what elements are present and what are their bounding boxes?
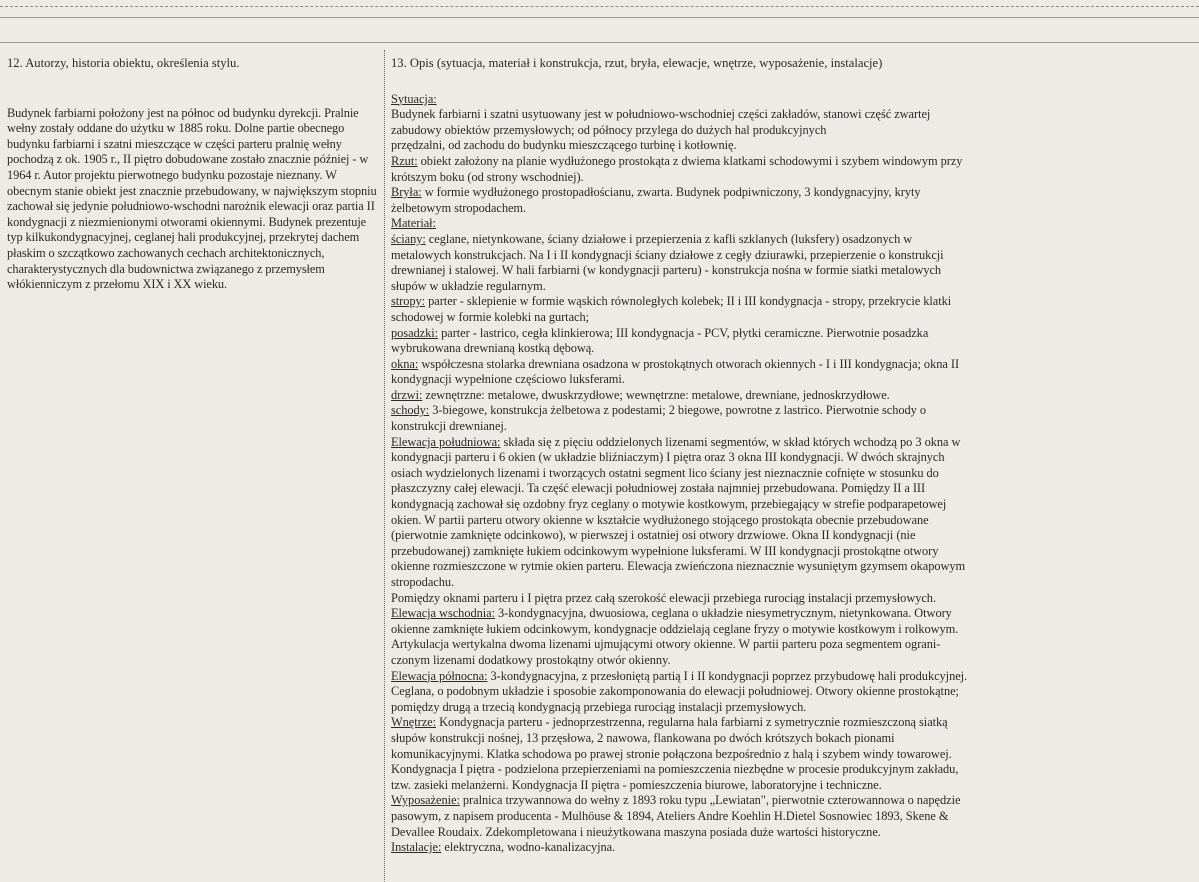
- text-line: [391, 497, 1191, 513]
- field-label: schody:: [391, 403, 430, 418]
- line-text: Devallee Roudaix. Zdekompletowana i nieużytkowana maszyna posiada duże wartości historyczne.: [391, 824, 881, 839]
- text-line: [391, 341, 1191, 357]
- text-line: [391, 653, 1191, 669]
- text-line: [391, 419, 1191, 435]
- text-line: [391, 450, 1191, 466]
- line-text: Kondygnacja parteru - jednoprzestrzenna, regularna hala farbiarni z symetrycznie rozmieszczoną siatką: [436, 715, 948, 730]
- line-text: wybrukowana drewnianą kostką dębową.: [391, 341, 595, 356]
- line-text: zabudowy obiektów przemysłowych; od północy przylega do dużych hal produkcyjnych: [391, 122, 827, 137]
- line-text: Kondygnacja I piętra - podzielona przepierzeniami na pomieszczenia niezbędne w procesie produkcyjnym zakładu,: [391, 762, 959, 777]
- line-text: w formie wydłużonego prostopadłościanu, zwarta. Budynek podpiwniczony, 3 kondygnacyjny, kryty: [421, 185, 921, 200]
- text-line: [391, 606, 1191, 622]
- field-label: ściany:: [391, 231, 426, 246]
- line-text: składa się z pięciu oddzielonych lizenami segmentów, w skład których wchodzą po 3 okna w: [500, 434, 961, 449]
- line-text: obiekt założony na planie wydłużonego prostokąta z dwiema klatkami schodowymi i szybem windowym przy: [417, 153, 963, 168]
- field-label: stropy:: [391, 294, 426, 309]
- left-column: [7, 56, 377, 293]
- text-line: [391, 294, 1191, 310]
- text-line: [391, 372, 1191, 388]
- text-line: [391, 715, 1191, 731]
- line-text: przebudowanej) zamknięte łukiem odcinkowym wypełnione luksferami. W III kondygnacji prostokątne otwory: [391, 543, 939, 558]
- line-text: żelbetowym stropodachem.: [391, 200, 527, 215]
- text-line: [391, 466, 1191, 482]
- field-label: Sytuacja:: [391, 91, 437, 106]
- line-text: pomiędzy drugą a trzecią kondygnacją przebiega rurociąg instalacji przemysłowych.: [391, 699, 807, 714]
- text-line: [391, 622, 1191, 638]
- line-text: kondygnacji parteru i 6 okien (w układzie bliźniaczym) I piętra oraz 3 okna III kondygnacji. W dwóch skrajnych: [391, 450, 945, 465]
- text-line: [391, 279, 1191, 295]
- line-text: elektryczna, wodno-kanalizacyjna.: [441, 840, 616, 855]
- line-text: drewnianej i stalowej. W hali farbiarni (w kondygnacji parteru) - konstrukcja nośna w formie siatki metalowych: [391, 263, 942, 278]
- text-line: [391, 559, 1191, 575]
- field-label: Rzut:: [391, 153, 418, 168]
- line-text: kondygnacji wypełnione częściowo luksferami.: [391, 372, 625, 387]
- line-text: tzw. zasieki melanżerni. Kondygnacja II piętra - pomieszczenia biurowe, laboratoryjne i techniczne.: [391, 777, 882, 792]
- text-line: [391, 528, 1191, 544]
- line-text: kondygnacją zachował się ozdobny fryz ceglany o motywie kostkowym, przebiegający w strefie podparapetowej: [391, 497, 947, 512]
- text-line: [391, 700, 1191, 716]
- line-text: Budynek farbiarni i szatni usytuowany jest w południowo-wschodniej części zakładów, stanowi część zwartej: [391, 107, 931, 122]
- line-text: słupów konstrukcji nośnej, 13 przęsłowa, 2 nawowa, flankowana po dwóch krótszych bokach pionami: [391, 730, 895, 745]
- field-label: posadzki:: [391, 325, 439, 340]
- text-line: [391, 232, 1191, 248]
- text-line: [391, 793, 1191, 809]
- field-label: Wnętrze:: [391, 715, 437, 730]
- line-text: Ceglana, o podobnym układzie i sposobie zakomponowania do elewacji południowej. Otwory okienne prostokątne;: [391, 684, 959, 699]
- line-text: 3-kondygnacyjna, z przesłoniętą partią I i II kondygnacji poprzez przybudowę hali produkcyjnej.: [487, 668, 968, 683]
- field-label: Elewacja południowa:: [391, 434, 501, 449]
- line-text: słupów w układzie regularnym.: [391, 278, 546, 293]
- section-12-heading: 12. Autorzy, historia obiektu, określenia stylu.: [7, 56, 240, 70]
- text-line: [391, 778, 1191, 794]
- line-text: przędzalni, od zachodu do budynku mieszczącego turbinę i kotłownię.: [391, 138, 737, 153]
- text-line: [391, 326, 1191, 342]
- top-border: [0, 6, 1199, 18]
- text-line: [391, 747, 1191, 763]
- field-label: okna:: [391, 356, 419, 371]
- field-label: Bryła:: [391, 185, 422, 200]
- line-text: współczesna stolarka drewniana osadzona w prostokątnych otworach okiennych - I i III kondygnacja; okna II: [418, 356, 960, 371]
- line-text: Artykulacja wertykalna dwoma lizenami ujmującymi otwory okienne. W partii parteru poza segmentem ograni-: [391, 637, 941, 652]
- text-line: [391, 403, 1191, 419]
- text-line: [391, 840, 1191, 856]
- line-text: konstrukcji drewnianej.: [391, 419, 507, 434]
- text-line: [391, 154, 1191, 170]
- field-label: Wyposażenie:: [391, 793, 460, 808]
- text-line: [391, 684, 1191, 700]
- text-line: [391, 731, 1191, 747]
- text-line: [391, 762, 1191, 778]
- line-text: okienne zamknięte łukiem odcinkowym, kondygnacje oddzielają ceglane fryzy o motywie kostkowym i rolkowym.: [391, 621, 959, 636]
- line-text: okien. W partii parteru otwory okienne w kształcie wydłużonego stojącego prostokąta obecnie przebudowane: [391, 512, 929, 527]
- text-line: [391, 591, 1191, 607]
- text-line: [391, 263, 1191, 279]
- column-divider: [384, 50, 385, 882]
- field-label: Materiał:: [391, 216, 436, 231]
- text-line: [391, 669, 1191, 685]
- text-line: [391, 170, 1191, 186]
- text-line: [391, 92, 1191, 108]
- line-text: parter - sklepienie w formie wąskich równoległych kolebek; II i III kondygnacja - stropy, przekrycie klatki: [425, 294, 952, 309]
- text-line: [391, 481, 1191, 497]
- line-text: okienne rozmieszczone w rytmie okien parteru. Elewacja zwieńczona nieznacznie wysuniętym gzymsem okapowym: [391, 559, 966, 574]
- section-13-heading: 13. Opis (sytuacja, materiał i konstrukcja, rzut, bryła, elewacje, wnętrze, wyposażenie, instalacje): [391, 56, 883, 70]
- line-text: pasowym, z napisem producenta - Mulhöuse & 1894, Ateliers Andre Koehlin H.Dietel Sosnowiec 1893, Skene &: [391, 808, 949, 823]
- field-label: drzwi:: [391, 387, 423, 402]
- line-text: pralnica trzywannowa do wełny z 1893 roku typu „Lewiatan", pierwotnie czterowannowa o napędzie: [459, 793, 961, 808]
- section-divider: [0, 42, 1199, 43]
- line-text: schodowej w formie kolebki na gurtach;: [391, 309, 590, 324]
- text-line: [391, 185, 1191, 201]
- line-text: 3-kondygnacyjna, dwuosiowa, ceglana o układzie niesymetrycznym, nietynkowana. Otwory: [494, 606, 952, 621]
- text-line: [391, 809, 1191, 825]
- line-text: osiach wydzielonych lizenami i tworzących ostatni segment lico ściany jest nieznacznie cofnięte w stosunku do: [391, 465, 939, 480]
- field-label: Elewacja północna:: [391, 668, 488, 683]
- line-text: zewnętrzne: metalowe, dwuskrzydłowe; wewnętrzne: metalowe, drewniane, jednoskrzydłowe.: [422, 387, 890, 402]
- line-text: 3-biegowe, konstrukcja żelbetowa z podestami; 2 biegowe, powrotne z lastrico. Pierwotnie schody o: [429, 403, 926, 418]
- text-line: [391, 637, 1191, 653]
- field-label: Elewacja wschodnia:: [391, 606, 495, 621]
- line-text: (pierwotnie zamknięte odcinkowo), w pierwszej i ostatniej osi otwory drzwiowe. Okna II kondygnacji (nie: [391, 528, 916, 543]
- line-text: metalowych konstrukcjach. Na I i II kondygnacji ściany działowe z cegły dziurawki, przepierzenie o konstrukcji: [391, 247, 944, 262]
- text-line: [391, 107, 1191, 123]
- text-line: [391, 216, 1191, 232]
- line-text: ceglane, nietynkowane, ściany działowe i przepierzenia z kafli szklanych (luksfery) osadzonych w: [425, 231, 913, 246]
- section-12-text: Budynek farbiarni położony jest na północ od budynku dyrekcji. Pralnie wełny zostały oddane do użytku w 1885 roku. Dolne partie obecnego budynku farbiarni i szatni mieszczące w części parteru pralnię wełny pochodzą z ok. 1905 r., II piętro dobudowane zostało znacznie później - w 1964 r. Autor projektu pierwotnego budynku pozostaje nieznany. W obecnym stanie obiekt jest znacznie przebudowany, w największym stopniu zachował się jedynie południowo-wschodni narożnik elewacji oraz partia II kondygnacji z niezmienionymi otworami okiennymi. Budynek prezentuje typ kilkukondygnacyjnej, ceglanej hali produkcyjnej, przekrytej dachem płaskim o szczątkowo zachowanych cechach architektonicznych, charakterystycznych dla budownictwa związanego z przemysłem włókienniczym z przełomu XIX i XX wieku.: [7, 105, 377, 292]
- text-line: [391, 544, 1191, 560]
- line-text: krótszym boku (od strony wschodniej).: [391, 169, 584, 184]
- field-label: Instalacje:: [391, 840, 442, 855]
- text-line: [391, 201, 1191, 217]
- text-line: [391, 138, 1191, 154]
- text-line: [391, 357, 1191, 373]
- text-line: [391, 123, 1191, 139]
- line-text: komunikacyjnymi. Klatka schodowa po prawej stronie połączona bezpośrednio z halą i szybem windy towarowej.: [391, 746, 952, 761]
- text-line: [391, 310, 1191, 326]
- section-13-body: [391, 92, 1191, 856]
- line-text: Pomiędzy oknami parteru i I piętra przez całą szerokość elewacji przebiega rurociąg instalacji przemysłowych.: [391, 590, 937, 605]
- text-line: [391, 248, 1191, 264]
- line-text: stropodachu.: [391, 575, 455, 589]
- text-line: [391, 825, 1191, 841]
- text-line: [391, 435, 1191, 451]
- line-text: czonym lizenami dodatkowy prostokątny otwór okienny.: [391, 652, 671, 667]
- text-line: [391, 513, 1191, 529]
- line-text: parter - lastrico, cegła klinkierowa; III kondygnacja - PCV, płytki ceramiczne. Pierwotnie posadzka: [438, 325, 929, 340]
- right-column: [391, 56, 1191, 856]
- line-text: płaszczyzny całej elewacji. Ta część elewacji południowej została najmniej przebudowana. Pomiędzy II a III: [391, 481, 926, 496]
- text-line: [391, 388, 1191, 404]
- text-line: [391, 575, 1191, 591]
